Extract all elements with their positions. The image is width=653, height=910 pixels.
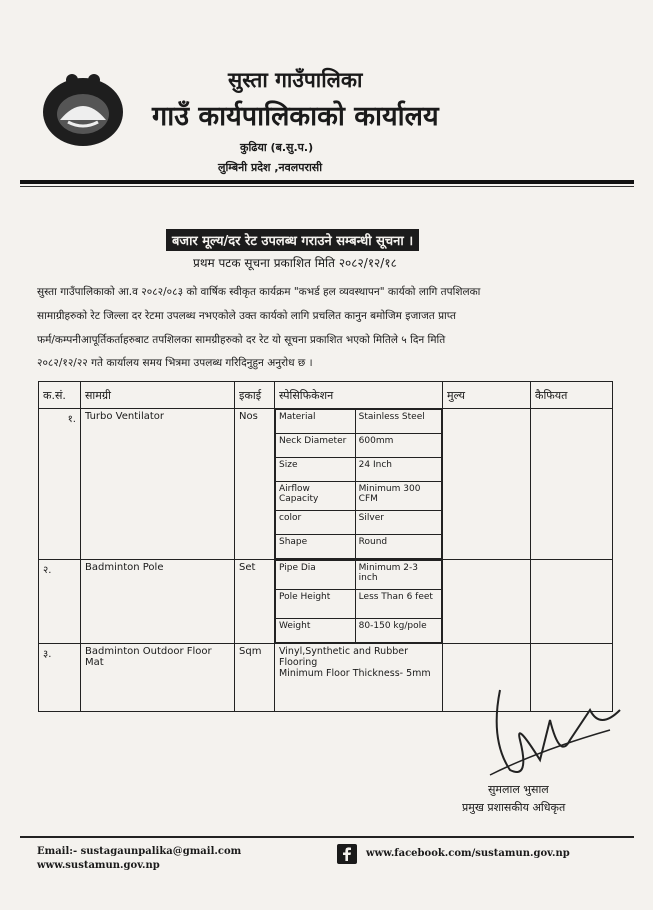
cell-spec <box>275 560 443 644</box>
cell-price <box>443 409 531 560</box>
col-header-remarks: कैफियत <box>531 382 613 409</box>
facebook-icon[interactable] <box>337 844 357 864</box>
municipality-name: सुस्ता गाउँपालिका <box>228 68 363 92</box>
cell-unit: Sqm <box>235 644 275 712</box>
cell-item: Badminton Pole <box>81 560 235 644</box>
spec-value: 80-150 kg/pole <box>355 619 441 643</box>
spec-value: Less Than 6 feet <box>355 590 441 619</box>
spec-value: Stainless Steel <box>355 410 441 434</box>
cell-unit: Nos <box>235 409 275 560</box>
footer-website[interactable]: www.sustamun.gov.np <box>37 860 160 871</box>
cell-remarks <box>531 560 613 644</box>
notice-body-line: २०८२/१२/२२ गते कार्यालय समय भित्रमा उपलब्ध गरिदिनुहुन अनुरोध छ । <box>37 357 313 369</box>
signer-name: सुमलाल भुसाल <box>488 783 549 796</box>
spec-value: 24 Inch <box>355 458 441 482</box>
col-header-unit: इकाई <box>235 382 275 409</box>
notice-body-line: फर्म/कम्पनीआपूर्तिकर्ताहरुबाट तपशिलका सामग्रीहरुको दर रेट यो सूचना प्रकाशित भएको मितिले ५ दिन मिति <box>37 334 446 346</box>
footer-rule <box>20 836 634 838</box>
spec-table <box>275 560 442 643</box>
publish-date: प्रथम पटक सूचना प्रकाशित मिति २०८२/१२/१८ <box>193 256 397 270</box>
items-table <box>38 381 613 712</box>
office-name: गाउँ कार्यपालिकाको कार्यालय <box>152 101 439 132</box>
spec-value: Silver <box>355 511 441 535</box>
col-header-price: मुल्य <box>443 382 531 409</box>
spec-value: Minimum 300 CFM <box>355 482 441 511</box>
signature-mark <box>470 680 630 790</box>
cell-sn: १. <box>39 409 81 560</box>
spec-key: Weight <box>276 619 356 643</box>
col-header-sn: क.सं. <box>39 382 81 409</box>
cell-item: Turbo Ventilator <box>81 409 235 560</box>
table-row <box>39 560 613 644</box>
cell-spec <box>275 644 443 712</box>
spec-table <box>275 409 442 559</box>
address-line-2: लुम्बिनी प्रदेश ,नवलपरासी <box>218 161 323 174</box>
table-header-row <box>39 382 613 409</box>
spec-key: Shape <box>276 535 356 559</box>
signer-title: प्रमुख प्रशासकीय अधिकृत <box>462 801 566 814</box>
spec-key: Pipe Dia <box>276 561 356 590</box>
government-emblem <box>38 62 128 150</box>
cell-unit: Set <box>235 560 275 644</box>
cell-item: Badminton Outdoor Floor Mat <box>81 644 235 712</box>
spec-key: color <box>276 511 356 535</box>
table-row <box>39 409 613 560</box>
spec-key: Neck Diameter <box>276 434 356 458</box>
cell-remarks <box>531 409 613 560</box>
notice-title: बजार मूल्य/दर रेट उपलब्ध गराउने सम्बन्धी सूचना । <box>166 229 419 251</box>
cell-price <box>443 560 531 644</box>
header-rule-thin <box>20 186 634 187</box>
col-header-item: सामग्री <box>81 382 235 409</box>
spec-text: Vinyl,Synthetic and Rubber Flooring <box>279 646 409 668</box>
col-header-spec: स्पेसिफिकेशन <box>275 382 443 409</box>
spec-key: Size <box>276 458 356 482</box>
footer-email[interactable]: Email:- sustagaunpalika@gmail.com <box>37 846 242 857</box>
spec-value: Minimum 2-3 inch <box>355 561 441 590</box>
header-rule <box>20 180 634 184</box>
cell-sn: २. <box>39 560 81 644</box>
footer-facebook-url[interactable]: www.facebook.com/sustamun.gov.np <box>366 848 570 859</box>
spec-key: Material <box>276 410 356 434</box>
notice-body-line: सुस्ता गाउँपालिकाको आ.व २०८२/०८३ को वार्षिक स्वीकृत कार्यक्रम "कभर्ड हल व्यवस्थापन" कार्यको लागि तपशिलका <box>37 286 481 298</box>
cell-spec <box>275 409 443 560</box>
spec-value: 600mm <box>355 434 441 458</box>
notice-body-line: सामाग्रीहरुको रेट जिल्ला दर रेटमा उपलब्ध नभएकोले उक्त कार्यको लागि प्रचलित कानुन बमोजिम इजाजत प्राप्त <box>37 310 456 322</box>
spec-key: Airflow Capacity <box>276 482 356 511</box>
spec-key: Pole Height <box>276 590 356 619</box>
spec-text: Minimum Floor Thickness- 5mm <box>279 668 431 679</box>
cell-sn: ३. <box>39 644 81 712</box>
address-line-1: कुढिया (ब.सु.प.) <box>240 141 314 154</box>
spec-value: Round <box>355 535 441 559</box>
